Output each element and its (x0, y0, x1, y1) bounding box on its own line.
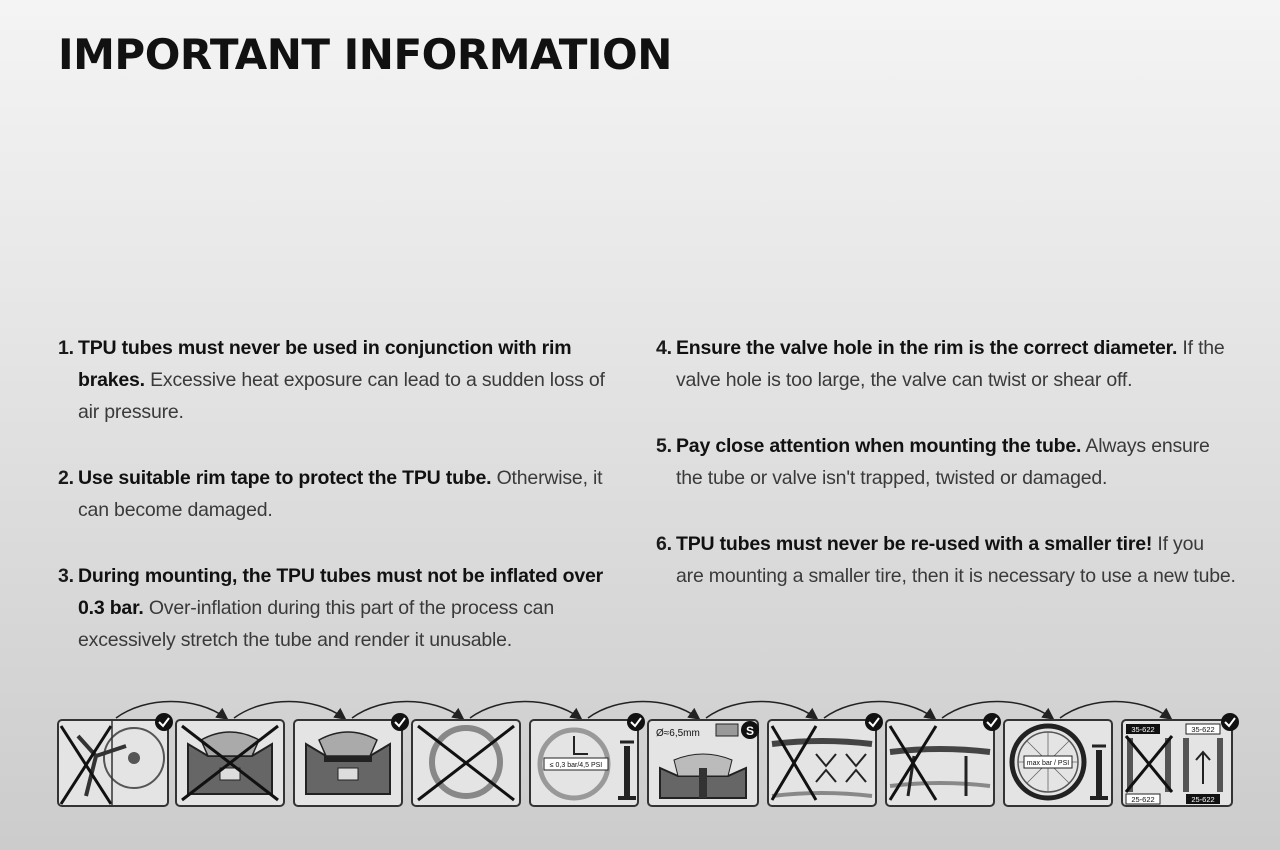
info-item-4 (656, 332, 1236, 396)
item-body: If the valve hole is too large, the valve can twist or shear off. (676, 337, 1225, 391)
check-icon (1221, 713, 1239, 731)
tire-size-label-small: 25-622 (1191, 795, 1215, 804)
info-column-right (656, 332, 1236, 626)
info-item-5 (656, 430, 1236, 494)
item-heading: TPU tubes must never be re-used with a smaller tire! (676, 533, 1153, 555)
item-number: 5. (656, 435, 672, 457)
item-number: 1. (58, 337, 74, 359)
tire-size-label-small: 25-622 (1131, 795, 1155, 804)
item-heading: Ensure the valve hole in the rim is the correct diameter. (676, 337, 1178, 359)
max-pressure-panel (1004, 720, 1112, 806)
tire-size-label-large: 35-622 (1131, 725, 1155, 734)
item-heading: Pay close attention when mounting the tube. (676, 435, 1082, 457)
check-icon (391, 713, 409, 731)
max-pressure-label: max bar / PSI (1026, 760, 1070, 767)
info-column-left (58, 332, 618, 690)
info-item-6 (656, 528, 1236, 592)
rim-tape-missing-panel (176, 720, 284, 806)
valve-twisted-panel (886, 720, 994, 806)
check-icon (627, 713, 645, 731)
rim-brake-panel (58, 720, 168, 806)
item-body: Excessive heat exposure can lead to a sudden loss of air pressure. (78, 369, 605, 423)
valve-hole-panel (648, 720, 759, 806)
item-body: If you are mounting a smaller tire, then it is necessary to use a new tube. (676, 533, 1236, 587)
step-arrows (116, 702, 1170, 719)
inflation-limit-panel (530, 720, 638, 806)
info-item-1 (58, 332, 618, 428)
item-heading: During mounting, the TPU tubes must not be inflated over 0.3 bar. (78, 565, 604, 619)
item-number: 4. (656, 337, 672, 359)
item-body: Over-inflation during this part of the process can excessively stretch the tube and render it unusable. (78, 597, 554, 651)
item-number: 3. (58, 565, 74, 587)
tube-trapped-panel (768, 720, 876, 806)
item-body: Otherwise, it can become damaged. (78, 467, 603, 521)
valve-type-badge: S (745, 724, 755, 738)
instruction-diagram-strip (56, 696, 1240, 811)
item-number: 6. (656, 533, 672, 555)
check-icon (983, 713, 1001, 731)
rim-tape-correct-panel (294, 720, 402, 806)
tire-size-label-large: 35-622 (1191, 725, 1215, 734)
info-item-2 (58, 462, 618, 526)
item-heading: TPU tubes must never be used in conjunction with rim brakes. (78, 337, 572, 391)
page-title: IMPORTANT INFORMATION (58, 30, 672, 79)
check-icon (155, 713, 173, 731)
item-body: Always ensure the tube or valve isn't trapped, twisted or damaged. (676, 435, 1210, 489)
item-number: 2. (58, 467, 74, 489)
info-item-3 (58, 560, 618, 656)
overinflated-tube-panel (412, 720, 520, 806)
item-heading: Use suitable rim tape to protect the TPU tube. (78, 467, 492, 489)
valve-diameter-label: Ø≈6,5mm (656, 728, 700, 739)
check-icon (865, 713, 883, 731)
tire-size-panel (1122, 720, 1232, 806)
pressure-limit-label: ≤ 0,3 bar/4,5 PSI (549, 762, 603, 769)
